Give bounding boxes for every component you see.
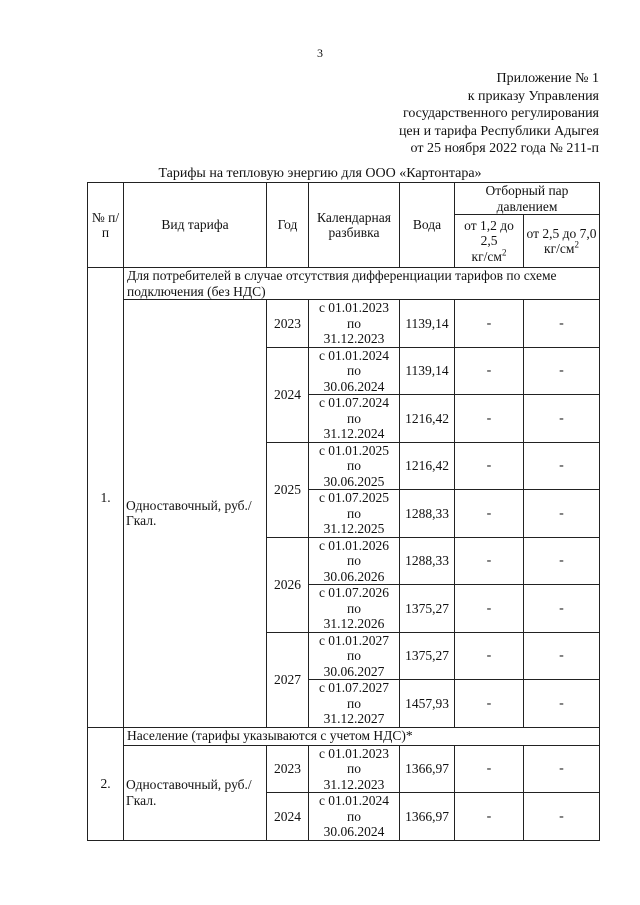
calendar-cell [309, 632, 400, 680]
period-from: с 01.07.2025 [318, 490, 390, 505]
period-to: по [347, 410, 361, 426]
period-to: по [347, 553, 361, 568]
water-cell: 1216,42 [400, 442, 455, 490]
appendix-line-5: от 25 ноября 2022 года № 211-п [410, 141, 599, 156]
period-from: с 01.07.2024 [318, 395, 390, 410]
steam-low-cell: - [455, 347, 524, 395]
steam-high-cell: - [524, 680, 600, 728]
steam-low-cell: - [455, 537, 524, 585]
steam-low-cell: - [455, 680, 524, 728]
steam-high-cell: - [524, 793, 600, 841]
year-cell: 2024 [267, 793, 309, 841]
steam-high-cell: - [524, 442, 600, 490]
header-year: Год [267, 183, 309, 268]
period-from: с 01.01.2025 [318, 442, 390, 458]
header-steam-low [455, 215, 524, 268]
header-steam-high-range: от 2,5 до 7,0 [526, 225, 597, 241]
period-end: 31.12.2023 [323, 776, 385, 792]
steam-low-cell: - [455, 793, 524, 841]
steam-low-cell: - [455, 632, 524, 680]
calendar-cell [309, 585, 400, 633]
header-water: Вода [400, 183, 455, 268]
appendix-line-4: цен и тарифа Республики Адыгея [398, 123, 599, 139]
calendar-cell [309, 442, 400, 490]
header-calendar: Календарная разбивка [309, 183, 400, 268]
water-cell: 1366,97 [400, 745, 455, 793]
appendix-line-3: государственного регулирования [402, 106, 599, 121]
steam-high-cell: - [524, 537, 600, 585]
period-to: по [347, 808, 361, 824]
period-from: с 01.07.2026 [318, 585, 390, 600]
steam-low-cell: - [455, 745, 524, 793]
period-end: 30.06.2026 [323, 568, 385, 584]
header-steam: Отборный пар давлением [455, 183, 600, 215]
year-cell: 2024 [267, 347, 309, 442]
calendar-cell [309, 745, 400, 793]
header-steam-low-unit: кг/см [471, 248, 502, 264]
header-steam-high [524, 215, 600, 268]
section-title: Население (тарифы указываются с учетом НДС)* [124, 727, 600, 745]
table-title: Тарифы на тепловую энергию для ООО «Картонтара» [158, 166, 482, 181]
year-cell: 2025 [267, 442, 309, 537]
period-to: по [347, 505, 361, 521]
period-end: 30.06.2025 [323, 473, 385, 489]
header-tariff-type: Вид тарифа [124, 183, 267, 268]
water-cell: 1216,42 [400, 395, 455, 443]
water-cell: 1288,33 [400, 537, 455, 585]
period-to: по [347, 315, 361, 331]
period-to: по [347, 761, 361, 776]
period-end: 31.12.2026 [323, 616, 385, 631]
header-steam-high-unit-exp: 2 [574, 239, 579, 250]
period-from: с 01.01.2023 [318, 300, 390, 315]
period-to: по [347, 363, 361, 378]
year-cell: 2023 [267, 745, 309, 793]
calendar-cell [309, 395, 400, 443]
tariff-type-cell: Одноставочный, руб./Гкал. [124, 300, 267, 728]
header-steam-low-unit-exp: 2 [501, 247, 507, 258]
section-row [88, 727, 600, 745]
period-to: по [347, 600, 361, 616]
table-row [88, 745, 600, 793]
header-num: № п/п [88, 183, 124, 268]
calendar-cell [309, 490, 400, 538]
section-row [88, 268, 600, 300]
page-number: 3 [317, 46, 323, 60]
calendar-cell [309, 347, 400, 395]
period-end: 31.12.2025 [323, 521, 385, 536]
year-cell: 2023 [267, 300, 309, 348]
tariff-table [87, 182, 600, 841]
steam-low-cell: - [455, 395, 524, 443]
appendix-line-1: Приложение № 1 [496, 71, 599, 86]
table-header [88, 183, 600, 268]
period-from: с 01.01.2024 [318, 347, 390, 363]
header-steam-high-unit: кг/см [544, 241, 575, 256]
period-end: 31.12.2023 [323, 331, 385, 346]
period-end: 30.06.2024 [323, 824, 385, 839]
water-cell: 1288,33 [400, 490, 455, 538]
section-title: Для потребителей в случае отсутствия дифференциации тарифов по схеме подключения (без НДС) [124, 268, 600, 300]
period-to: по [347, 458, 361, 473]
steam-high-cell: - [524, 300, 600, 348]
period-to: по [347, 648, 361, 663]
calendar-cell [309, 300, 400, 348]
year-cell: 2026 [267, 537, 309, 632]
water-cell: 1139,14 [400, 347, 455, 395]
calendar-cell [309, 680, 400, 728]
steam-high-cell: - [524, 585, 600, 633]
water-cell: 1375,27 [400, 585, 455, 633]
period-end: 31.12.2027 [323, 711, 385, 726]
header-steam-low-range: от 1,2 до 2,5 [464, 217, 514, 249]
steam-high-cell: - [524, 395, 600, 443]
calendar-cell [309, 793, 400, 841]
appendix-header [399, 70, 599, 158]
water-cell: 1457,93 [400, 680, 455, 728]
period-from: с 01.01.2027 [318, 632, 390, 648]
period-end: 30.06.2027 [323, 663, 385, 679]
period-from: с 01.01.2024 [318, 793, 390, 808]
steam-high-cell: - [524, 490, 600, 538]
steam-low-cell: - [455, 490, 524, 538]
period-from: с 01.01.2023 [318, 745, 390, 761]
water-cell: 1375,27 [400, 632, 455, 680]
period-to: по [347, 695, 361, 711]
period-from: с 01.07.2027 [318, 680, 390, 695]
section-number: 1. [88, 268, 124, 728]
steam-low-cell: - [455, 300, 524, 348]
section-number: 2. [88, 727, 124, 840]
appendix-line-2: к приказу Управления [467, 88, 599, 104]
calendar-cell [309, 537, 400, 585]
table-body [88, 268, 600, 841]
steam-high-cell: - [524, 632, 600, 680]
steam-low-cell: - [455, 585, 524, 633]
year-cell: 2027 [267, 632, 309, 727]
water-cell: 1139,14 [400, 300, 455, 348]
steam-low-cell: - [455, 442, 524, 490]
period-from: с 01.01.2026 [318, 537, 390, 553]
steam-high-cell: - [524, 347, 600, 395]
steam-high-cell: - [524, 745, 600, 793]
period-end: 31.12.2024 [323, 426, 385, 441]
table-row [88, 300, 600, 348]
water-cell: 1366,97 [400, 793, 455, 841]
period-end: 30.06.2024 [323, 378, 385, 394]
tariff-type-cell: Одноставочный, руб./Гкал. [124, 745, 267, 840]
